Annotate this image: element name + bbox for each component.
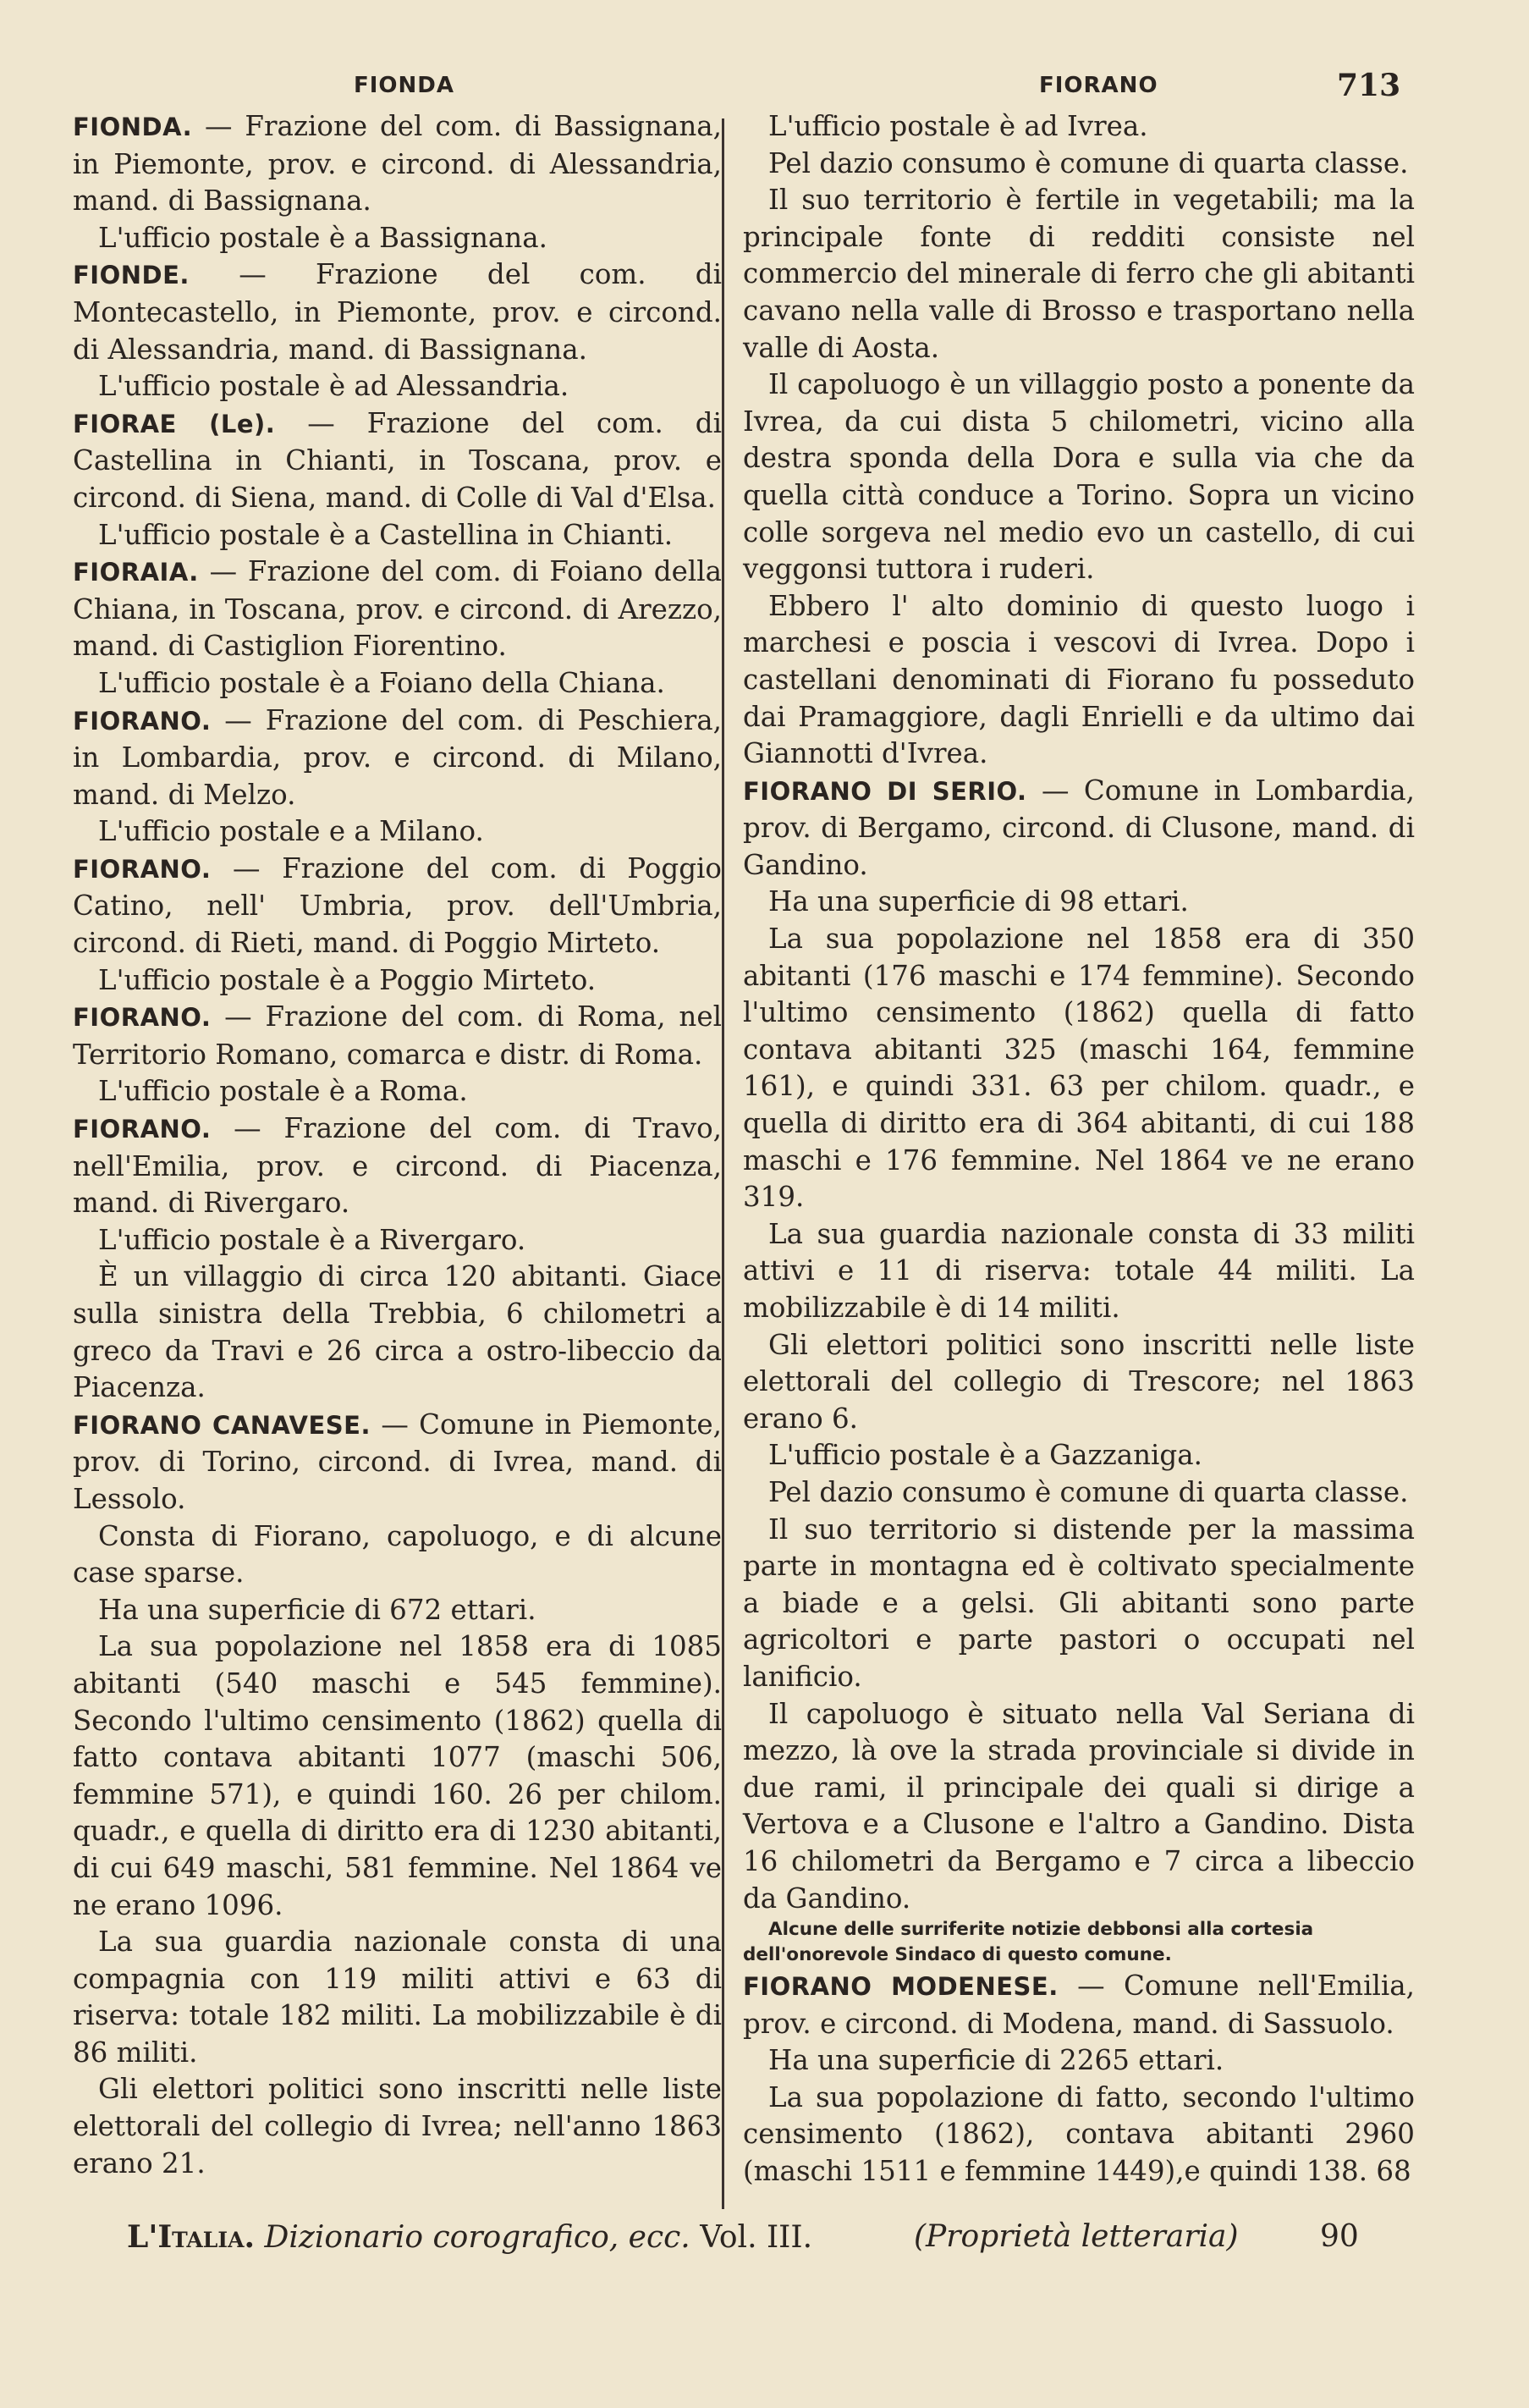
entry-paragraph: Pel dazio consumo è comune di quarta classe.	[768, 146, 1409, 179]
entry-definition: — Frazione del com. di Castellina in Chianti, in Toscana, prov. e circond. di Siena, mand. di Colle di Val d'Elsa.	[73, 406, 723, 514]
entry-paragraph: Il suo territorio è fertile in vegetabili; ma la principale fonte di redditi consiste nel commercio del minerale di ferro che gli abitanti cavano nella valle di Brosso e trasportano nella valle di Aosta.	[743, 184, 1415, 364]
dictionary-entry	[73, 851, 722, 962]
entry-paragraph: L'ufficio postale è a Gazzaniga.	[768, 1439, 1202, 1472]
running-head-right: FIORANO	[1039, 73, 1158, 98]
entry-headword: FIORAE (Le).	[73, 409, 276, 438]
entry-paragraph: Gli elettori politici sono inscritti nelle liste elettorali del collegio di Ivrea; nell'anno 1863 erano 21.	[73, 2073, 722, 2179]
entry-paragraph: L'ufficio postale è ad Alessandria.	[98, 370, 569, 403]
entry-paragraph: La sua guardia nazionale consta di 33 militi attivi e 11 di riserva: totale 44 militi. La mobilizzabile è di 14 militi.	[743, 1217, 1415, 1324]
footer-publication	[127, 2219, 812, 2255]
entry-headword: FIORANO.	[73, 1115, 212, 1144]
entry-definition: — Frazione del com. di Travo, nell'Emilia, prov. e circond. di Piacenza, mand. di Rivergaro.	[73, 1112, 722, 1220]
dictionary-entry	[73, 554, 722, 665]
entry-definition: — Frazione del com. di Montecastello, in Piemonte, prov. e circond. di Alessandria, mand. di Bassignana.	[73, 258, 722, 366]
entry-paragraph: Ebbero l' alto dominio di questo luogo i marchesi e poscia i vescovi di Ivrea. Dopo i castellani denominati di Fiorano fu posseduto dai Pramaggiore, dagli Enrielli e da ultimo dai Giannotti d'Ivrea.	[743, 589, 1415, 770]
entry-paragraph: La sua guardia nazionale consta di una compagnia con 119 militi attivi e 63 di riserva: totale 182 militi. La mobilizzabile è di 86 militi.	[73, 1926, 722, 2069]
entry-paragraph: L'ufficio postale è a Poggio Mirteto.	[98, 963, 597, 996]
entry-definition: — Comune in Lombardia, prov. di Bergamo, circond. di Clusone, mand. di Gandino.	[743, 774, 1415, 881]
entry-headword: FIORANO.	[73, 1003, 212, 1033]
entry-paragraph: L'ufficio postale è a Rivergaro.	[98, 1223, 526, 1256]
entry-paragraph: Gli elettori politici sono inscritti nelle liste elettorali del collegio di Trescore; nel 1863 erano 6.	[743, 1328, 1415, 1435]
entry-paragraph: Ha una superficie di 672 ettari.	[98, 1593, 536, 1626]
entry-definition: — Frazione del com. di Peschiera, in Lombardia, prov. e circond. di Milano, mand. di Melzo.	[73, 703, 722, 811]
right-column	[743, 108, 1415, 2190]
entry-definition: — Frazione del com. di Roma, nel Territorio Romano, comarca e distr. di Roma.	[73, 1000, 722, 1071]
footer-volume: Vol. III.	[700, 2220, 813, 2255]
footer-work: Dizionario corografico, ecc.	[264, 2220, 690, 2255]
dictionary-entry	[73, 999, 722, 1073]
entry-paragraph: L'ufficio postale è a Bassignana.	[98, 221, 547, 254]
dictionary-entry	[73, 1407, 722, 1518]
entry-headword: FIORANO.	[73, 854, 212, 884]
entry-headword: FIORANO MODENESE.	[743, 1972, 1059, 2002]
footer-sheet-number: 90	[1320, 2219, 1359, 2254]
entry-paragraph: Il suo territorio si distende per la massima parte in montagna ed è coltivato specialmente a biade e a gelsi. Gli abitanti sono parte agricoltori e parte pastori o occupati nel lanificio.	[743, 1513, 1415, 1693]
entry-paragraph: La sua popolazione di fatto, secondo l'ultimo censimento (1862), contava abitanti 2960 (maschi 1511 e femmine 1449),e quindi 138. 68	[743, 2080, 1415, 2188]
entry-headword: FIONDE.	[73, 261, 190, 290]
left-column	[73, 108, 722, 2182]
dictionary-entry	[73, 1110, 722, 1222]
entry-paragraph: L'ufficio postale è a Roma.	[98, 1075, 468, 1108]
dictionary-entry	[73, 256, 722, 368]
entry-definition: — Frazione del com. di Bassignana, in Piemonte, prov. e circond. di Alessandria, mand. di Bassignana.	[73, 110, 722, 218]
entry-paragraph: Ha una superficie di 2265 ettari.	[768, 2044, 1224, 2077]
entry-headword: FIORANO CANAVESE.	[73, 1410, 371, 1440]
entry-definition: — Comune nell'Emilia, prov. e circond. di Modena, mand. di Sassuolo.	[743, 1970, 1415, 2040]
entry-paragraph: Pel dazio consumo è comune di quarta classe.	[768, 1475, 1409, 1508]
entry-headword: FIORANO.	[73, 706, 212, 736]
footer-property: (Proprietà letteraria)	[914, 2219, 1239, 2254]
entry-definition: — Comune in Piemonte, prov. di Torino, circond. di Ivrea, mand. di Lessolo.	[73, 1408, 722, 1515]
entry-paragraph: Ha una superficie di 98 ettari.	[768, 885, 1189, 918]
entry-paragraph: Il capoluogo è un villaggio posto a ponente da Ivrea, da cui dista 5 chilometri, vicino alla destra sponda della Dora e sulla via che da quella città conduce a Torino. Sopra un vicino colle sorgeva nel medio evo un castello, di cui veggonsi tuttora i ruderi.	[743, 368, 1415, 586]
dictionary-entry	[73, 703, 722, 814]
entry-paragraph: È un villaggio di circa 120 abitanti. Giace sulla sinistra della Trebbia, 6 chilometri a greco da Travi e 26 circa a ostro-libeccio da Piacenza.	[73, 1260, 722, 1404]
page-number: 713	[1337, 68, 1401, 103]
dictionary-entry	[73, 405, 722, 517]
entry-paragraph: L'ufficio postale e a Milano.	[98, 815, 484, 848]
entry-paragraph: L'ufficio postale è a Foiano della Chiana.	[98, 666, 665, 699]
entry-headword: FIORAIA.	[73, 558, 199, 587]
entry-paragraph: La sua popolazione nel 1858 era di 1085 abitanti (540 maschi e 545 femmine). Secondo l'ultimo censimento (1862) quella di fatto contava abitanti 1077 (maschi 506, femmine 571), e quindi 160. 26 per chilom. quadr., e quella di diritto era di 1230 abitanti, di cui 649 maschi, 581 femmine. Nel 1864 ve ne erano 1096.	[73, 1630, 722, 1921]
footer-title: L'Italia.	[127, 2219, 256, 2255]
column-divider	[722, 118, 724, 2209]
entry-headword: FIONDA.	[73, 113, 193, 141]
entry-paragraph: L'ufficio postale è a Castellina in Chianti.	[98, 518, 674, 551]
entry-definition: — Frazione del com. di Poggio Catino, nell' Umbria, prov. dell'Umbria, circond. di Rieti, mand. di Poggio Mirteto.	[73, 851, 722, 960]
entry-headword: FIORANO DI SERIO.	[743, 776, 1027, 806]
footnote: Alcune delle surriferite notizie debbonsi alla cortesia dell'onorevole Sindaco di questo comune.	[743, 1919, 1314, 1966]
entry-paragraph: Il capoluogo è situato nella Val Seriana di mezzo, là ove la strada provinciale si divide in due rami, il principale dei quali si dirige a Vertova e a Clusone e l'altro a Gandino. Dista 16 chilometri da Bergamo e 7 circa a libeccio da Gandino.	[743, 1697, 1415, 1915]
entry-paragraph: Consta di Fiorano, capoluogo, e di alcune case sparse.	[73, 1519, 722, 1590]
entry-paragraph: L'ufficio postale è ad Ivrea.	[768, 110, 1148, 142]
entry-paragraph: La sua popolazione nel 1858 era di 350 abitanti (176 maschi e 174 femmine). Secondo l'ultimo censimento (1862) quella di fatto contava abitanti 325 (maschi 164, femmine 161), e quindi 331. 63 per chilom. quadr., e quella di diritto era di 364 abitanti, di cui 188 maschi e 176 femmine. Nel 1864 ve ne erano 319.	[743, 923, 1415, 1214]
dictionary-entry	[743, 773, 1415, 884]
running-head-left: FIONDA	[354, 73, 455, 98]
dictionary-entry	[73, 108, 722, 220]
dictionary-entry	[743, 1968, 1415, 2042]
entry-definition: — Frazione del com. di Foiano della Chiana, in Toscana, prov. e circond. di Arezzo, mand. di Castiglion Fiorentino.	[73, 555, 722, 663]
